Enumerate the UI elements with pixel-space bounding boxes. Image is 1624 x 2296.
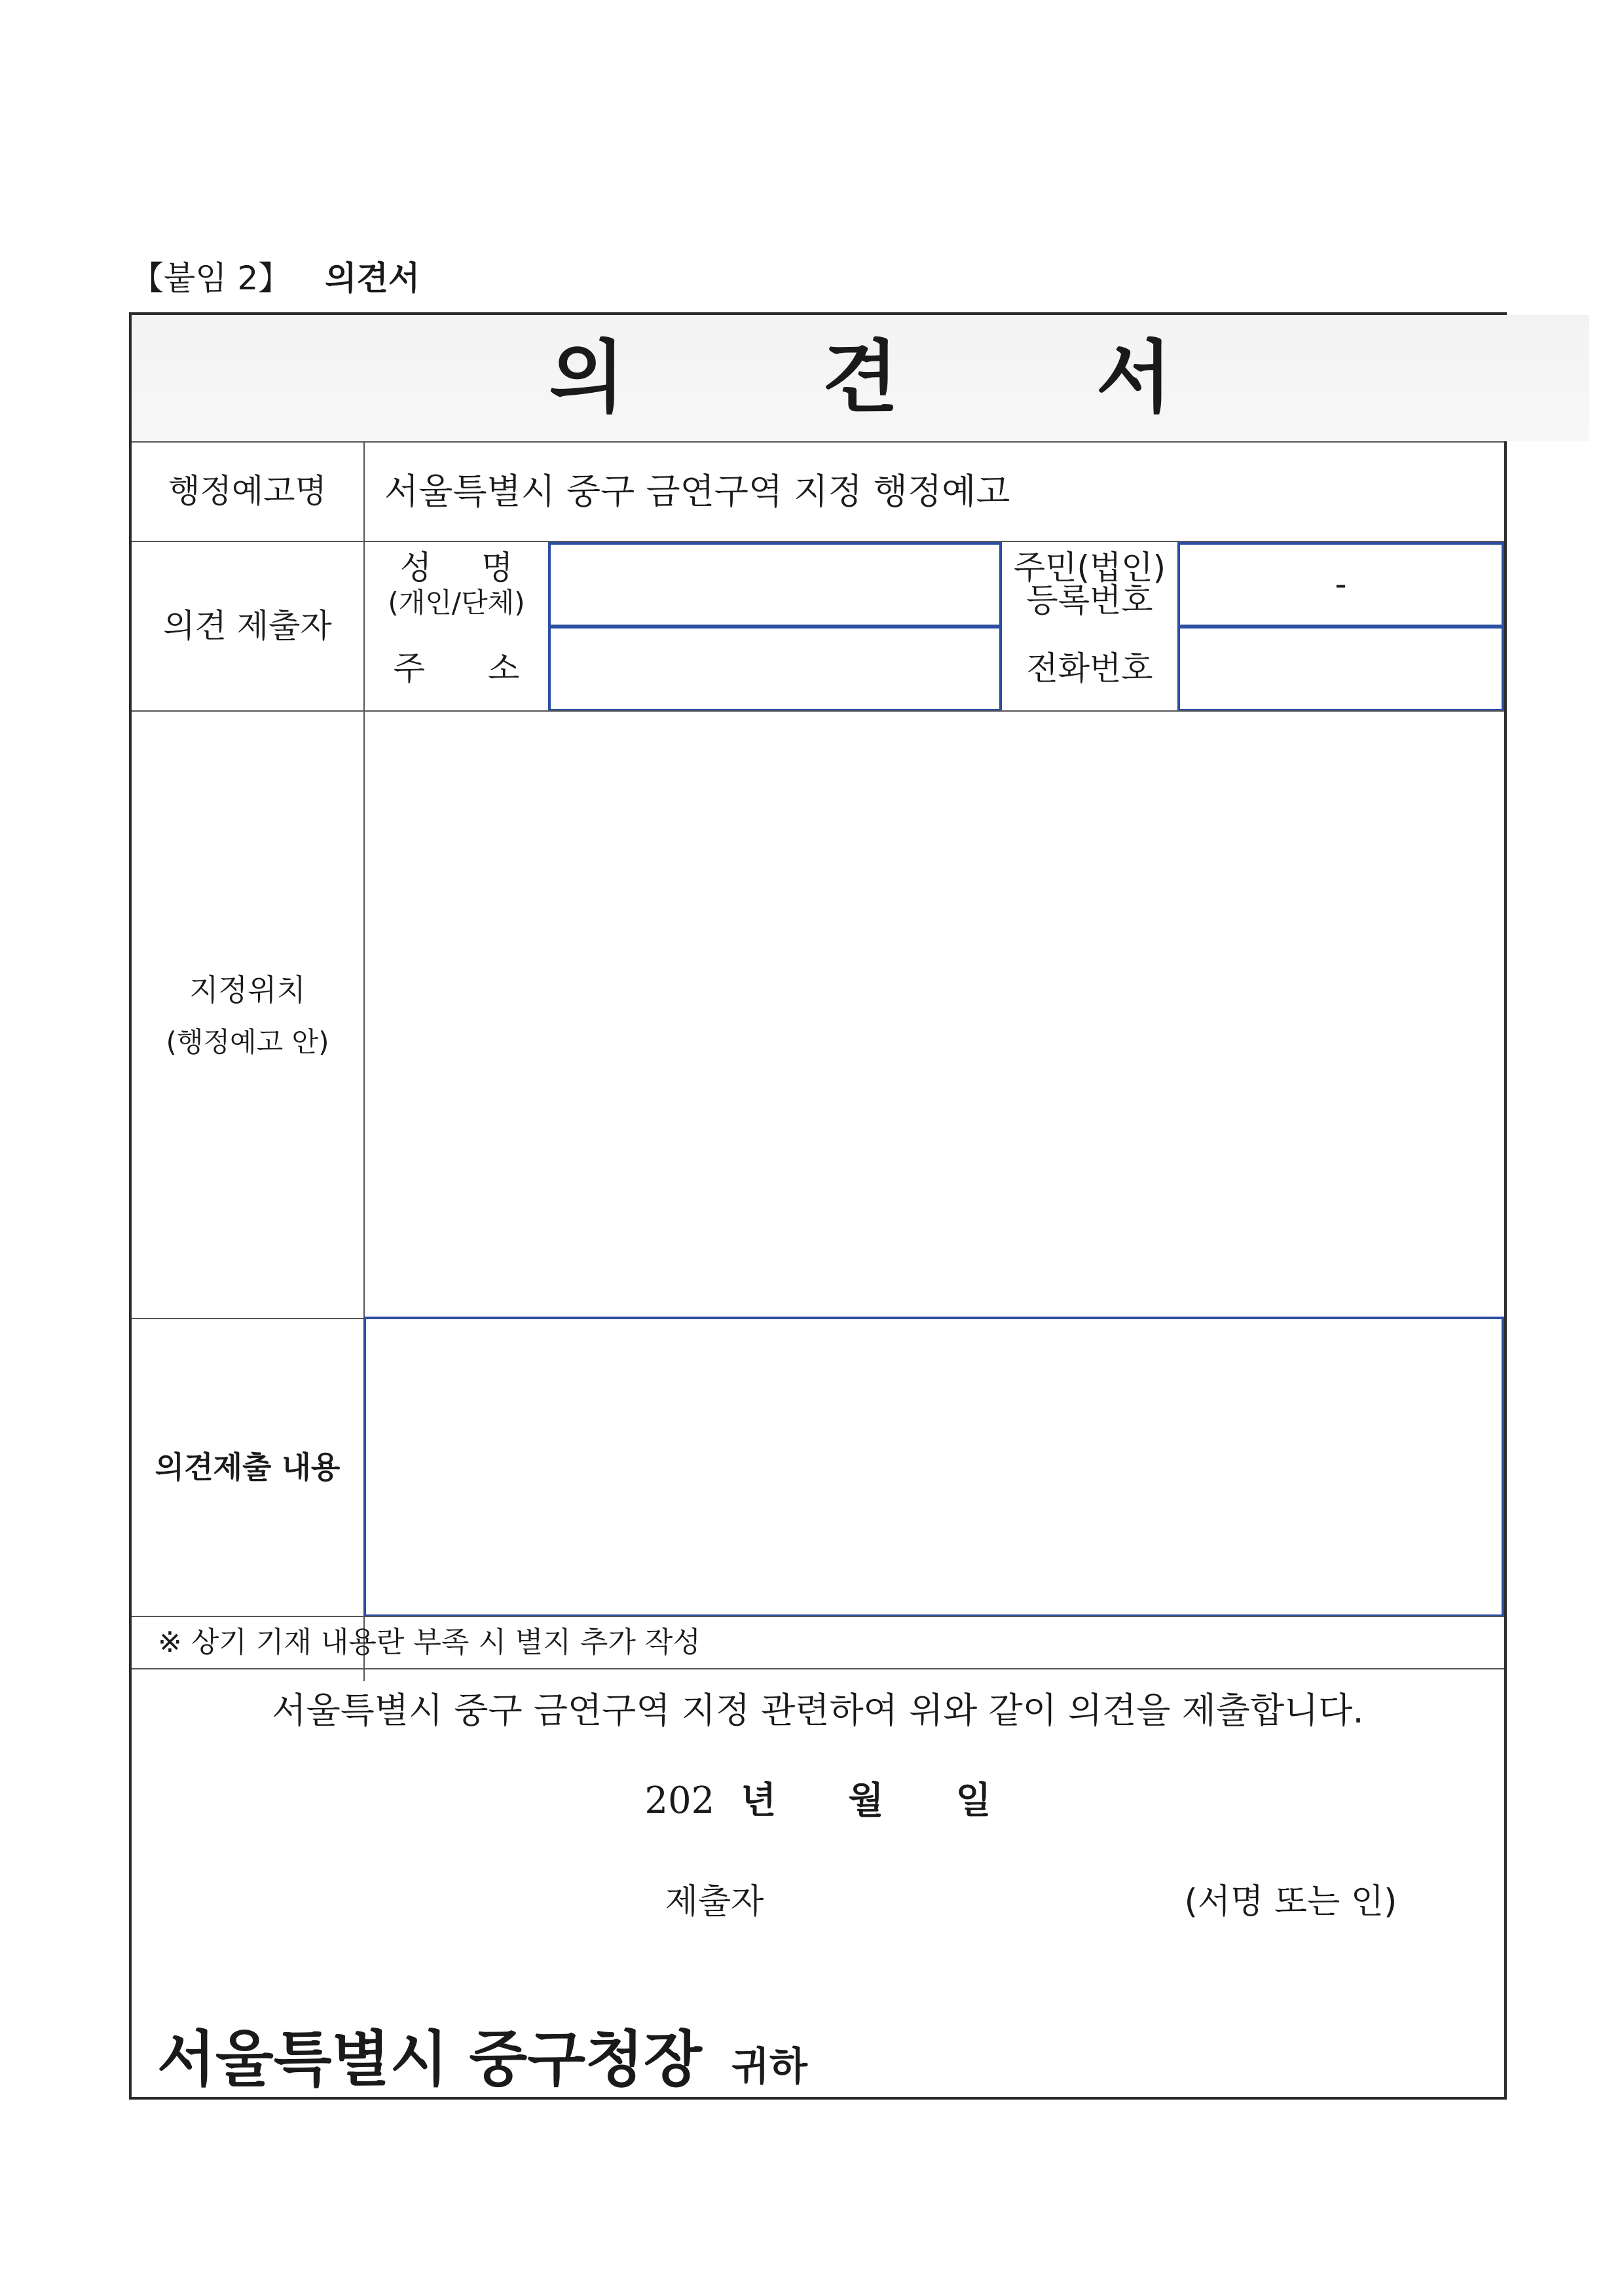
opinion-form	[129, 312, 1507, 2100]
date-year-unit: 년	[741, 1779, 777, 1822]
name-label-sub: (개인/단체)	[388, 586, 525, 619]
recipient-office: 서울특별시 중구청장	[157, 2024, 702, 2094]
opinion-label: 의견제출 내용	[155, 1449, 341, 1485]
location-label-line1: 지정위치	[189, 972, 306, 1008]
submitter-label: 제출자	[665, 1882, 764, 1922]
attachment-doc-name: 의견서	[325, 259, 420, 297]
address-field[interactable]	[548, 626, 1002, 712]
date-day-unit: 일	[955, 1779, 991, 1822]
recipient-honorific: 귀하	[731, 2044, 807, 2090]
address-label: 주 소	[393, 649, 546, 687]
declaration-text: 서울특별시 중구 금연구역 지정 관련하여 위와 같이 의견을 제출합니다.	[272, 1690, 1364, 1732]
opinion-field[interactable]	[363, 1317, 1504, 1617]
date-row	[132, 1768, 1504, 1834]
date-month-unit: 월	[848, 1779, 884, 1822]
form-title: 의 견 서	[132, 315, 1589, 441]
notice-title-value: 서울특별시 중구 금연구역 지정 행정예고	[384, 470, 1010, 512]
signature-hint: (서명 또는 인)	[1184, 1882, 1397, 1922]
name-label-main: 성 명	[399, 549, 533, 587]
notice-line: ※ 상기 기재 내용란 부족 시 별지 추가 작성	[158, 1625, 701, 1659]
date-year-prefix: 202	[644, 1779, 715, 1822]
location-field[interactable]	[365, 712, 1504, 1318]
notice-title-label: 행정예고명	[168, 472, 327, 511]
attachment-label: 【붙임 2】	[131, 259, 291, 297]
location-label-line2: (행정예고 안)	[166, 1025, 329, 1058]
divider-notice-line	[132, 1668, 1504, 1669]
submitter-section-label: 의견 제출자	[163, 606, 332, 645]
phone-field[interactable]	[1177, 626, 1504, 712]
name-label	[365, 542, 548, 626]
reg-number-label	[1002, 542, 1177, 626]
reg-number-label-line2: 등록번호	[1026, 581, 1153, 619]
reg-number-label-line1: 주민(법인)	[1013, 549, 1166, 587]
reg-number-field[interactable]: -	[1177, 542, 1504, 627]
phone-label: 전화번호	[1026, 649, 1153, 687]
recipient	[157, 2011, 807, 2098]
name-field[interactable]	[548, 542, 1002, 627]
attachment-header	[131, 252, 420, 299]
location-label	[132, 712, 363, 1318]
